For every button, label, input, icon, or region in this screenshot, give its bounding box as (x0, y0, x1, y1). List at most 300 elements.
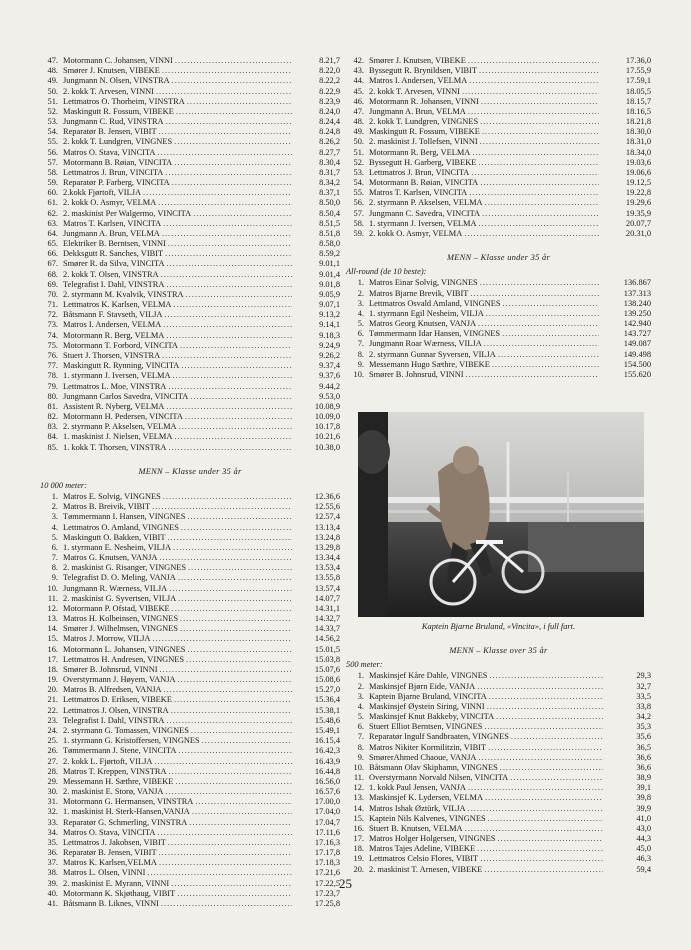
result-row (40, 624, 340, 634)
result-rank: 22. (47, 705, 58, 715)
leader-dots (188, 392, 292, 402)
result-name: Motormann R. Johansen, VINNI (369, 96, 479, 106)
leader-dots (485, 702, 603, 712)
result-row (40, 148, 340, 158)
result-rank: 33. (47, 817, 58, 827)
result-name: Jungmann R. Wærness, VILJA (63, 583, 168, 593)
result-row (346, 56, 651, 66)
result-value: 8.51,8 (319, 228, 340, 238)
result-value: 36,6 (636, 762, 651, 772)
result-value: 29,3 (636, 671, 651, 681)
result-rank: 31. (47, 797, 58, 807)
result-name: Reparatør B. Jensen, VIBIT (63, 127, 157, 137)
result-name: Jungmann C. Savedra, VINCITA (369, 208, 481, 218)
result-name: Båtsmann B. Liknes, VINNI (63, 898, 159, 908)
leader-dots (475, 844, 603, 854)
result-value: 15.03,8 (314, 654, 340, 664)
result-rank: 5. (357, 712, 364, 722)
result-row (40, 87, 340, 97)
result-value: 8.23,9 (319, 96, 340, 106)
result-name: Lettmatros J. Brun, VINCITA (63, 167, 164, 177)
result-rank: 12. (353, 783, 364, 793)
leader-dots (482, 722, 603, 732)
result-row (346, 732, 651, 742)
leader-dots (184, 655, 292, 665)
result-row (40, 685, 340, 695)
result-row (346, 339, 651, 349)
result-rank: 58. (47, 167, 58, 177)
result-name: 2.kokk Fjørtoft, VILJA (63, 188, 142, 198)
leader-dots (480, 209, 599, 219)
result-rank: 71. (47, 300, 58, 310)
leader-dots (164, 402, 292, 412)
leader-dots (496, 350, 599, 360)
result-value: 8.22,9 (319, 86, 340, 96)
result-rank: 6. (51, 542, 58, 552)
result-row (346, 360, 651, 370)
result-value: 17.18,3 (314, 858, 340, 868)
result-name: Jungmann Carlos Savedra, VINCITA (63, 391, 189, 401)
result-row (40, 107, 340, 117)
result-row (40, 512, 340, 522)
result-value: 12.55,6 (314, 502, 340, 512)
result-row (346, 148, 651, 158)
result-name: Smører J. Knutsen, VIBEKE (63, 66, 160, 76)
result-name: Lettmatros O. Amland, VINGNES (63, 522, 179, 532)
result-row (40, 736, 340, 746)
result-row (346, 299, 651, 309)
result-row (346, 763, 651, 773)
result-row (346, 722, 651, 732)
result-row (346, 178, 651, 188)
result-value: 17.17,8 (314, 848, 340, 858)
result-value: 14.07,7 (314, 593, 340, 603)
result-name: 1. styrmann J. Iversen, VELMA (63, 371, 171, 381)
result-name: 2. styrmann P. Akselsen, VELMA (63, 422, 177, 432)
result-name: Maskingutt R. Rynning, VINCITA (63, 361, 180, 371)
result-value: 41,0 (636, 813, 651, 823)
result-row (40, 198, 340, 208)
photo-captain-on-exercise-bike (358, 412, 644, 617)
result-value: 17.23,7 (314, 888, 340, 898)
leader-dots (164, 117, 292, 127)
result-name: Maskinsjef Øystein Siring, VINNI (369, 701, 485, 711)
result-name: 2. maskinist J. Tollefsen, VINNI (369, 137, 478, 147)
leader-dots (164, 280, 292, 290)
result-rank: 13. (47, 614, 58, 624)
subheading-500m: 500 meter: (346, 660, 383, 670)
leader-dots (480, 127, 599, 137)
result-value: 9.37,6 (319, 371, 340, 381)
result-value: 19.35,9 (625, 208, 651, 218)
result-rank: 18. (47, 664, 58, 674)
result-value: 13.34,4 (314, 553, 340, 563)
result-value: 17.36,0 (625, 56, 651, 65)
result-rank: 5. (51, 532, 58, 542)
result-value: 10.38,0 (314, 442, 340, 452)
result-rank: 58. (353, 218, 364, 228)
result-value: 44,3 (636, 834, 651, 844)
result-row (40, 259, 340, 269)
result-value: 9.01,1 (319, 259, 340, 269)
leader-dots (463, 824, 603, 834)
result-row (40, 310, 340, 320)
left-column (40, 56, 340, 909)
result-name: Jungmann A. Brun, VELMA (369, 106, 466, 116)
result-row (40, 66, 340, 76)
result-value: 12.36,6 (314, 492, 340, 502)
result-row (40, 645, 340, 655)
leader-dots (171, 543, 292, 553)
leader-dots (476, 753, 603, 763)
result-value: 17.22,5 (314, 878, 340, 888)
result-name: Matros O. Stava, VINCITA (63, 827, 156, 837)
result-rank: 6. (357, 722, 364, 732)
result-rank: 19. (353, 854, 364, 864)
result-rank: 46. (353, 96, 364, 106)
result-rank: 7. (51, 553, 58, 563)
result-name: Reparatør Ingulf Sandbraaten, VINGNES (369, 732, 509, 742)
result-row (40, 726, 340, 736)
result-rank: 55. (47, 137, 58, 147)
result-name: Motormann R. Berg, VELMA (63, 330, 165, 340)
result-name: Maskingutt R. Fossum, VIBEKE (369, 127, 480, 137)
section-heading-over-35: MENN – Klasse over 35 år (449, 646, 548, 655)
result-name: Matros Ishak Øztürk, VILJA (369, 803, 466, 813)
result-name: 2. kokk O. Asmyr, VELMA (63, 198, 157, 208)
leader-dots (171, 300, 292, 310)
result-row (346, 682, 651, 692)
result-row (40, 412, 340, 422)
results-list-10000m (40, 492, 340, 909)
result-name: Matros I. Andersen, VELMA (63, 320, 162, 330)
result-value: 13.55,8 (314, 573, 340, 583)
result-value: 59,4 (636, 864, 651, 874)
result-rank: 16. (353, 823, 364, 833)
result-name: Lettmatros L. Moe, VINSTRA (63, 381, 167, 391)
result-value: 149.498 (623, 349, 651, 359)
result-value: 17.16,3 (314, 837, 340, 847)
result-row (346, 229, 651, 239)
result-value: 35,3 (636, 722, 651, 732)
result-rank: 29. (47, 776, 58, 786)
result-value: 18.30,0 (625, 127, 651, 137)
result-row (346, 137, 651, 147)
leader-dots (478, 854, 603, 864)
result-rank: 15. (47, 634, 58, 644)
result-row (40, 828, 340, 838)
result-value: 149.087 (623, 339, 651, 349)
result-rank: 4. (357, 701, 364, 711)
result-rank: 82. (47, 412, 58, 422)
result-value: 10.09,0 (314, 412, 340, 422)
result-rank: 9. (357, 359, 364, 369)
result-row (40, 675, 340, 685)
result-row (346, 168, 651, 178)
result-value: 17.55,9 (625, 66, 651, 76)
leader-dots (486, 743, 603, 753)
result-rank: 78. (47, 371, 58, 381)
result-value: 8.31,7 (319, 167, 340, 177)
result-rank: 54. (353, 178, 364, 188)
result-value: 9.01,8 (319, 279, 340, 289)
leader-dots (486, 814, 603, 824)
result-rank: 50. (47, 86, 58, 96)
result-rank: 57. (47, 157, 58, 167)
leader-dots (177, 422, 292, 432)
result-value: 18.34,0 (625, 147, 651, 157)
result-name: Overstyrmann J. Høyem, VANJA (63, 675, 176, 685)
leader-dots (477, 219, 599, 229)
result-rank: 59. (47, 178, 58, 188)
result-rank: 77. (47, 361, 58, 371)
result-value: 8.24,4 (319, 117, 340, 127)
result-name: Kaptein Nils Kalvenes, VINGNES (369, 813, 486, 823)
result-value: 15.49,1 (314, 726, 340, 735)
result-row (346, 97, 651, 107)
leader-dots (156, 198, 292, 208)
result-value: 13.24,8 (314, 532, 340, 542)
result-value: 15.01,5 (314, 644, 340, 654)
result-row (40, 543, 340, 553)
result-name: Lettmatros J. Olsen, VINSTRA (63, 705, 169, 715)
result-rank: 28. (47, 766, 58, 776)
result-value: 10.17,8 (314, 422, 340, 432)
result-value: 10.21,6 (314, 432, 340, 442)
result-name: Matros T. Kreppen, VINSTRA (63, 766, 167, 776)
result-row (40, 402, 340, 412)
result-name: 2. maskinist G. Risanger, VINGNES (63, 563, 187, 573)
result-rank: 73. (47, 320, 58, 330)
result-rank: 20. (353, 864, 364, 874)
result-rank: 5. (357, 319, 364, 329)
result-row (40, 137, 340, 147)
leader-dots (466, 804, 603, 814)
result-row (40, 188, 340, 198)
result-value: 155.620 (623, 369, 651, 379)
result-name: Tømmermann Idar Hansen, VINGNES (369, 329, 501, 339)
result-rank: 7. (357, 339, 364, 349)
result-rank: 51. (47, 96, 58, 106)
leader-dots (178, 341, 292, 351)
result-rank: 37. (47, 858, 58, 868)
result-value: 9.14,1 (319, 320, 340, 330)
leader-dots (161, 320, 292, 330)
leader-dots (178, 614, 292, 624)
result-row (346, 329, 651, 339)
leader-dots (141, 188, 292, 198)
result-rank: 8. (357, 742, 364, 752)
result-rank: 60. (47, 188, 58, 198)
result-name: Byssegutt R. Brynildsen, VIBIT (369, 66, 478, 76)
result-value: 8.30,4 (319, 157, 340, 167)
result-rank: 19. (47, 675, 58, 685)
result-name: Elektriker B. Berntsen, VINNI (63, 239, 166, 249)
result-value: 34,2 (636, 712, 651, 722)
leader-dots (162, 310, 292, 320)
result-value: 15.07,6 (314, 664, 340, 674)
result-rank: 52. (47, 106, 58, 116)
result-name: Motormann B. Røian, VINCITA (63, 157, 173, 167)
result-name: Assistent R. Nyberg, VELMA (63, 401, 165, 411)
result-row (40, 848, 340, 858)
result-name: Maskingutt O. Bakken, VIBIT (63, 532, 166, 542)
result-row (40, 523, 340, 533)
leader-dots (157, 848, 292, 858)
leader-dots (166, 239, 292, 249)
result-row (40, 290, 340, 300)
result-name: Telegrafist I. Dahl, VINSTRA (63, 279, 165, 289)
leader-dots (478, 178, 599, 188)
result-name: Kaptein Bjarne Bruland, VINCITA (369, 691, 487, 701)
page-number: 25 (339, 876, 352, 891)
result-rank: 3. (51, 512, 58, 522)
leader-dots (462, 229, 599, 239)
result-row (40, 280, 340, 290)
result-name: Lettmatros Celsio Flores, VIBIT (369, 854, 479, 864)
leader-dots (176, 594, 292, 604)
result-row (346, 865, 651, 875)
result-name: Matros H. Kolbeinsen, VINGNES (63, 614, 178, 624)
result-rank: 40. (47, 888, 58, 898)
leader-dots (154, 87, 292, 97)
result-name: Jungmann N. Olsen, VINSTRA (63, 76, 170, 86)
result-row (40, 757, 340, 767)
result-rank: 69. (47, 279, 58, 289)
result-rank: 61. (47, 198, 58, 208)
leader-dots (166, 443, 292, 453)
result-rank: 49. (47, 76, 58, 86)
result-name: Matros T. Karlsen, VINCITA (369, 188, 468, 198)
result-name: Motormann G. Hermansen, VINSTRA (63, 797, 194, 807)
result-name: Matros L. Olsen, VINNI (63, 868, 146, 878)
result-row (40, 655, 340, 665)
leader-dots (166, 382, 292, 392)
result-value: 38,9 (636, 773, 651, 783)
result-name: Smører J. Knutsen, VIBEKE (369, 56, 466, 65)
result-value: 9.26,2 (319, 350, 340, 360)
result-value: 19.12,5 (625, 178, 651, 188)
result-value: 15.08,6 (314, 675, 340, 685)
leader-dots (501, 299, 599, 309)
result-value: 138.240 (623, 298, 651, 308)
result-name: 2. kokk T. Lundgren, VINGNES (369, 117, 479, 127)
leader-dots (187, 818, 292, 828)
leader-dots (167, 584, 292, 594)
leader-dots (200, 736, 292, 746)
result-name: Matros K. Karlsen,VELMA (63, 858, 157, 868)
result-row (40, 614, 340, 624)
result-name: Stuert J. Thorsen, VINSTRA (63, 350, 161, 360)
result-value: 16.44,8 (314, 766, 340, 776)
result-rank: 30. (47, 787, 58, 797)
result-row (40, 432, 340, 442)
leader-dots (160, 351, 292, 361)
leader-dots (483, 793, 603, 803)
result-rank: 10. (47, 583, 58, 593)
result-name: Matros Tajes Adeline, VIBEKE (369, 844, 476, 854)
result-rank: 62. (47, 208, 58, 218)
result-row (40, 361, 340, 371)
result-name: 1. styrmann G. Kristoffersen, VINGNES (63, 736, 200, 746)
result-rank: 8. (51, 563, 58, 573)
result-row (40, 858, 340, 868)
result-value: 9.07,1 (319, 300, 340, 310)
result-rank: 25. (47, 736, 58, 746)
result-value: 14.32,7 (314, 614, 340, 624)
result-value: 19.29,6 (625, 198, 651, 208)
leader-dots (150, 634, 292, 644)
result-row (346, 309, 651, 319)
result-value: 18.05,5 (625, 86, 651, 96)
result-value: 18.16,5 (625, 106, 651, 116)
result-name: Matros B. Breivik, VIBIT (63, 502, 151, 512)
result-row (346, 127, 651, 137)
result-rank: 65. (47, 239, 58, 249)
result-row (346, 289, 651, 299)
leader-dots (478, 117, 599, 127)
result-rank: 13. (353, 793, 364, 803)
result-value: 15.48,6 (314, 715, 340, 725)
result-row (346, 66, 651, 76)
result-row (346, 702, 651, 712)
result-value: 16.57,6 (314, 787, 340, 797)
result-rank: 50. (353, 137, 364, 147)
result-name: Reparatør P. Farberg, VINCITA (63, 178, 170, 188)
result-row (346, 783, 651, 793)
result-name: Maskinsjef Knut Bakkeby, VINCITA (369, 712, 495, 722)
result-row (40, 716, 340, 726)
leader-dots (185, 512, 292, 522)
result-name: Motormann H. Pedersen, VINCITA (63, 412, 183, 422)
result-name: Smører B. Johnsrud, VINNI (369, 369, 464, 379)
result-rank: 10. (353, 369, 364, 379)
result-value: 17.11,6 (315, 827, 340, 837)
result-rank: 53. (353, 167, 364, 177)
result-rank: 15. (353, 813, 364, 823)
result-name: 1. kokk T. Thorsen, VINSTRA (63, 442, 167, 452)
result-name: 2. kokk T. Arvesen, VINNI (369, 86, 460, 96)
leader-dots (165, 259, 292, 269)
result-name: Lettmatros K. Karlsen, VELMA (63, 300, 172, 310)
result-rank: 11. (353, 773, 364, 783)
result-value: 12.57,4 (314, 512, 340, 522)
result-value: 36,5 (636, 742, 651, 752)
result-name: Motormann K. Skjøthaug, VIBIT (63, 888, 176, 898)
result-value: 137.313 (623, 288, 651, 298)
result-row (346, 844, 651, 854)
result-row (40, 371, 340, 381)
result-rank: 1. (51, 492, 58, 502)
result-rank: 14. (47, 624, 58, 634)
result-rank: 79. (47, 381, 58, 391)
result-rank: 67. (47, 259, 58, 269)
result-rank: 53. (47, 117, 58, 127)
result-rank: 24. (47, 726, 58, 735)
leader-dots (176, 675, 292, 685)
result-row (40, 767, 340, 777)
result-rank: 14. (353, 803, 364, 813)
result-rank: 38. (47, 868, 58, 878)
result-rank: 9. (51, 573, 58, 583)
section-heading-under-35: MENN – Klasse under 35 år (138, 466, 242, 476)
result-value: 10.08,9 (314, 401, 340, 411)
section-heading-allround: MENN – Klasse under 35 år (446, 253, 551, 263)
leader-dots (478, 278, 599, 288)
result-value: 16.15,4 (314, 736, 340, 746)
leader-dots (498, 763, 603, 773)
result-value: 39,8 (636, 793, 651, 803)
